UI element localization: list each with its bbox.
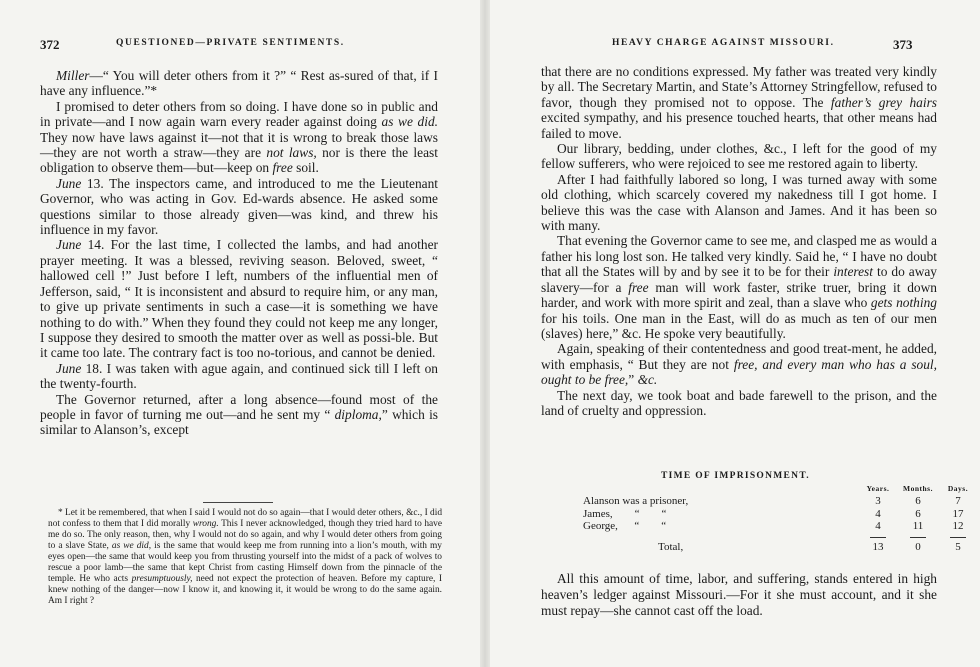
text-run: for his toils. One man in the East, will do as much as ten of our men (slaves) here,” &c. He spoke very beautifully. [541,310,937,341]
right-page [488,0,980,667]
italic-run: free [272,160,293,176]
table-total-row [583,541,978,554]
imprisonment-table [583,484,978,553]
left-body-text [40,68,438,438]
left-paragraph-4 [40,237,438,360]
left-running-head: QUESTIONED—PRIVATE SENTIMENTS. [116,38,345,48]
text-run: ” [628,372,638,388]
italic-run: gets nothing [870,295,937,311]
row-name: James, “ “ [583,507,667,520]
row-years: 4 [875,520,881,533]
left-paragraph-3 [40,176,438,238]
text-run: 13. The inspectors came, and introduced to me the Lieutenant Governor, who was acting in Gov. Ed-wards absence. He asked some questions similar to those already given—was kind, and threw his influence in my favor. [40,175,438,238]
imprisonment-table-title: TIME OF IMPRISONMENT. [661,471,810,481]
table-row [583,508,978,521]
text-run: —“ You will deter others from it ?” “ Rest as-sured of that, if I have any influence.”* [40,68,438,99]
table-row [583,520,978,533]
row-years: 4 [875,507,881,520]
row-months: 6 [915,507,921,520]
left-paragraph-6 [40,392,438,438]
row-months: 11 [912,520,924,533]
text-run: The next day, we took boat and bade farewell to the prison, and the land of cruelty and oppression. [541,387,937,418]
left-page-number: 372 [40,37,60,52]
italic-run: free, [733,356,758,372]
italic-run: June [56,360,82,376]
text-run: is the same that would keep me from running into a lion’s mouth, with my eyes open—the same that would keep you from thrusting yourself into the midst of a pack of wolves to rescue a poor lamb—the same that kept Christ from casting Himself down from the pinnacle of the temple. He who acts [48,541,442,584]
right-paragraph-1 [541,64,937,141]
right-paragraph-2 [541,141,937,172]
italic-run: free [628,279,649,295]
right-page-number: 373 [893,37,913,52]
row-days: 12 [952,520,964,533]
text-run: This I never acknowledged, though they tried hard to have me do so. The only reason, then, why I would not do so again, and why I would deter others from going to a slave State, [48,519,443,551]
closing-text: All this amount of time, labor, and suffering, stands entered in high heaven’s ledger against Missouri.—For it she must account, and it she must repay—she cannot cast off the load. [541,571,937,618]
total-label: Total, [658,540,684,553]
text-run: They now have laws against it—not that it is wrong to break those laws —they are not worth a straw—they are [40,129,438,161]
text-run: soil. [292,160,319,176]
footnote [48,508,442,607]
header-months: Months. [903,484,933,493]
right-body-text [541,64,937,418]
row-days: 17 [952,507,964,520]
italic-run: &c. [637,372,658,388]
left-paragraph-1 [40,68,438,99]
left-paragraph-2 [40,99,438,176]
text-run: After I had faithfully labored so long, I was turned away with some old clothing, which scarcely covered my nakedness till I got home. I believe this was the case with Alanson and James. And it has been so with many. [541,171,937,234]
italic-run: interest [833,264,873,280]
right-paragraph-4 [541,233,937,341]
italic-run: as we did, [111,541,152,551]
text-run: need not expect the protection of heaven. Before my capture, I knew nothing of the danger—now I know it, and knowing it, it would be wrong to do the same again. Am I right ? [48,574,442,606]
italic-run: presumptuously, [131,574,193,584]
text-run: excited sympathy, and his presence touched hearts, that other means had failed to move. [541,110,937,141]
italic-run: and every man who has a soul, ought to be free, [541,356,937,388]
italic-run: Miller [56,68,90,83]
text-run: 18. I was taken with ague again, and continued sick till I left on the twenty-fourth. [40,360,438,392]
row-years: 3 [875,495,881,507]
italic-run: wrong. [192,519,219,529]
table-header-row [583,484,978,495]
text-run: to do away slavery—for a [541,264,937,295]
italic-run: June [56,237,82,253]
text-run: 14. For the last time, I collected the lambs, and had another prayer meeting. It was a blessed, reviving season. Beloved, sweet, “ hallowed cell !” Just before I left, numbers of the influential men of Jefferson, said, “ It is inconsistent and absurd to require him, or any man, to give up private sentiments in such a case—it is something we have nothing to do with.” When they found they could not keep me any longer, I suppose they desired to smooth the matter over as well as possi-ble. But it came too late. The contrary fact is too no-torious, and cannot be denied. [40,237,438,361]
text-run: I promised to deter others from so doing. I have done so in public and in private—and I now again warn every reader against doing [40,98,438,130]
italic-run: diploma, [334,406,382,422]
total-days: 5 [955,540,961,553]
closing-paragraph [541,571,937,619]
text-run: That evening the Governor came to see me, and clasped me as would a father his long lost son. He talked very kindly. Said he, “ I have no doubt that all the States will by and by see it to be for their [541,233,938,280]
table-row [583,495,978,508]
left-page [0,0,482,667]
italic-run: father’s grey hairs [830,94,938,110]
total-months: 0 [915,540,921,553]
header-days: Days. [947,484,969,493]
text-run: The Governor returned, after a long absence—found most of the people in favor of turning me out—and he sent my “ [40,391,438,422]
text-run: nor is there the least obligation to observe them—but—keep on [40,145,438,176]
total-years: 13 [872,540,884,553]
right-paragraph-6 [541,388,937,419]
row-name: George, “ “ [583,520,667,533]
row-months: 6 [915,495,921,507]
italic-run: not laws, [266,145,317,161]
text-run: ” which is similar to Alanson’s, except [40,406,438,438]
row-days: 7 [955,495,961,507]
left-paragraph-5 [40,361,438,392]
italic-run: June [56,175,82,191]
right-paragraph-3 [541,172,937,234]
row-name: Alanson was a prisoner, [583,495,689,507]
table-sum-rule [583,533,978,541]
footnote-rule [203,502,273,503]
text-run: Our library, bedding, under clothes, &c., I left for the good of my fellow sufferers, who were rejoiced to see me restored again to liberty. [541,141,937,172]
text-run: that there are no conditions expressed. My father was treated very kindly by all. The Secretary Martin, and State’s Attorney Stringfellow, refused to favor, though they promised not to oppose. The [541,64,937,110]
right-running-head: HEAVY CHARGE AGAINST MISSOURI. [612,38,835,48]
italic-run: as we did. [381,114,438,130]
text-run: man will work faster, strike truer, bring it down harder, and work with more spirit and zeal, than a slave who [541,279,937,311]
text-run: * Let it be remembered, that when I said I would not do so again—that I would deter others, &c., I did not confess to them that I did morally [48,508,443,529]
header-years: Years. [866,484,890,493]
footnote-text [48,508,442,607]
text-run: Again, speaking of their contentedness and good treat-ment, he added, with emphasis, “ But they are not [541,341,937,372]
right-paragraph-5 [541,341,937,387]
